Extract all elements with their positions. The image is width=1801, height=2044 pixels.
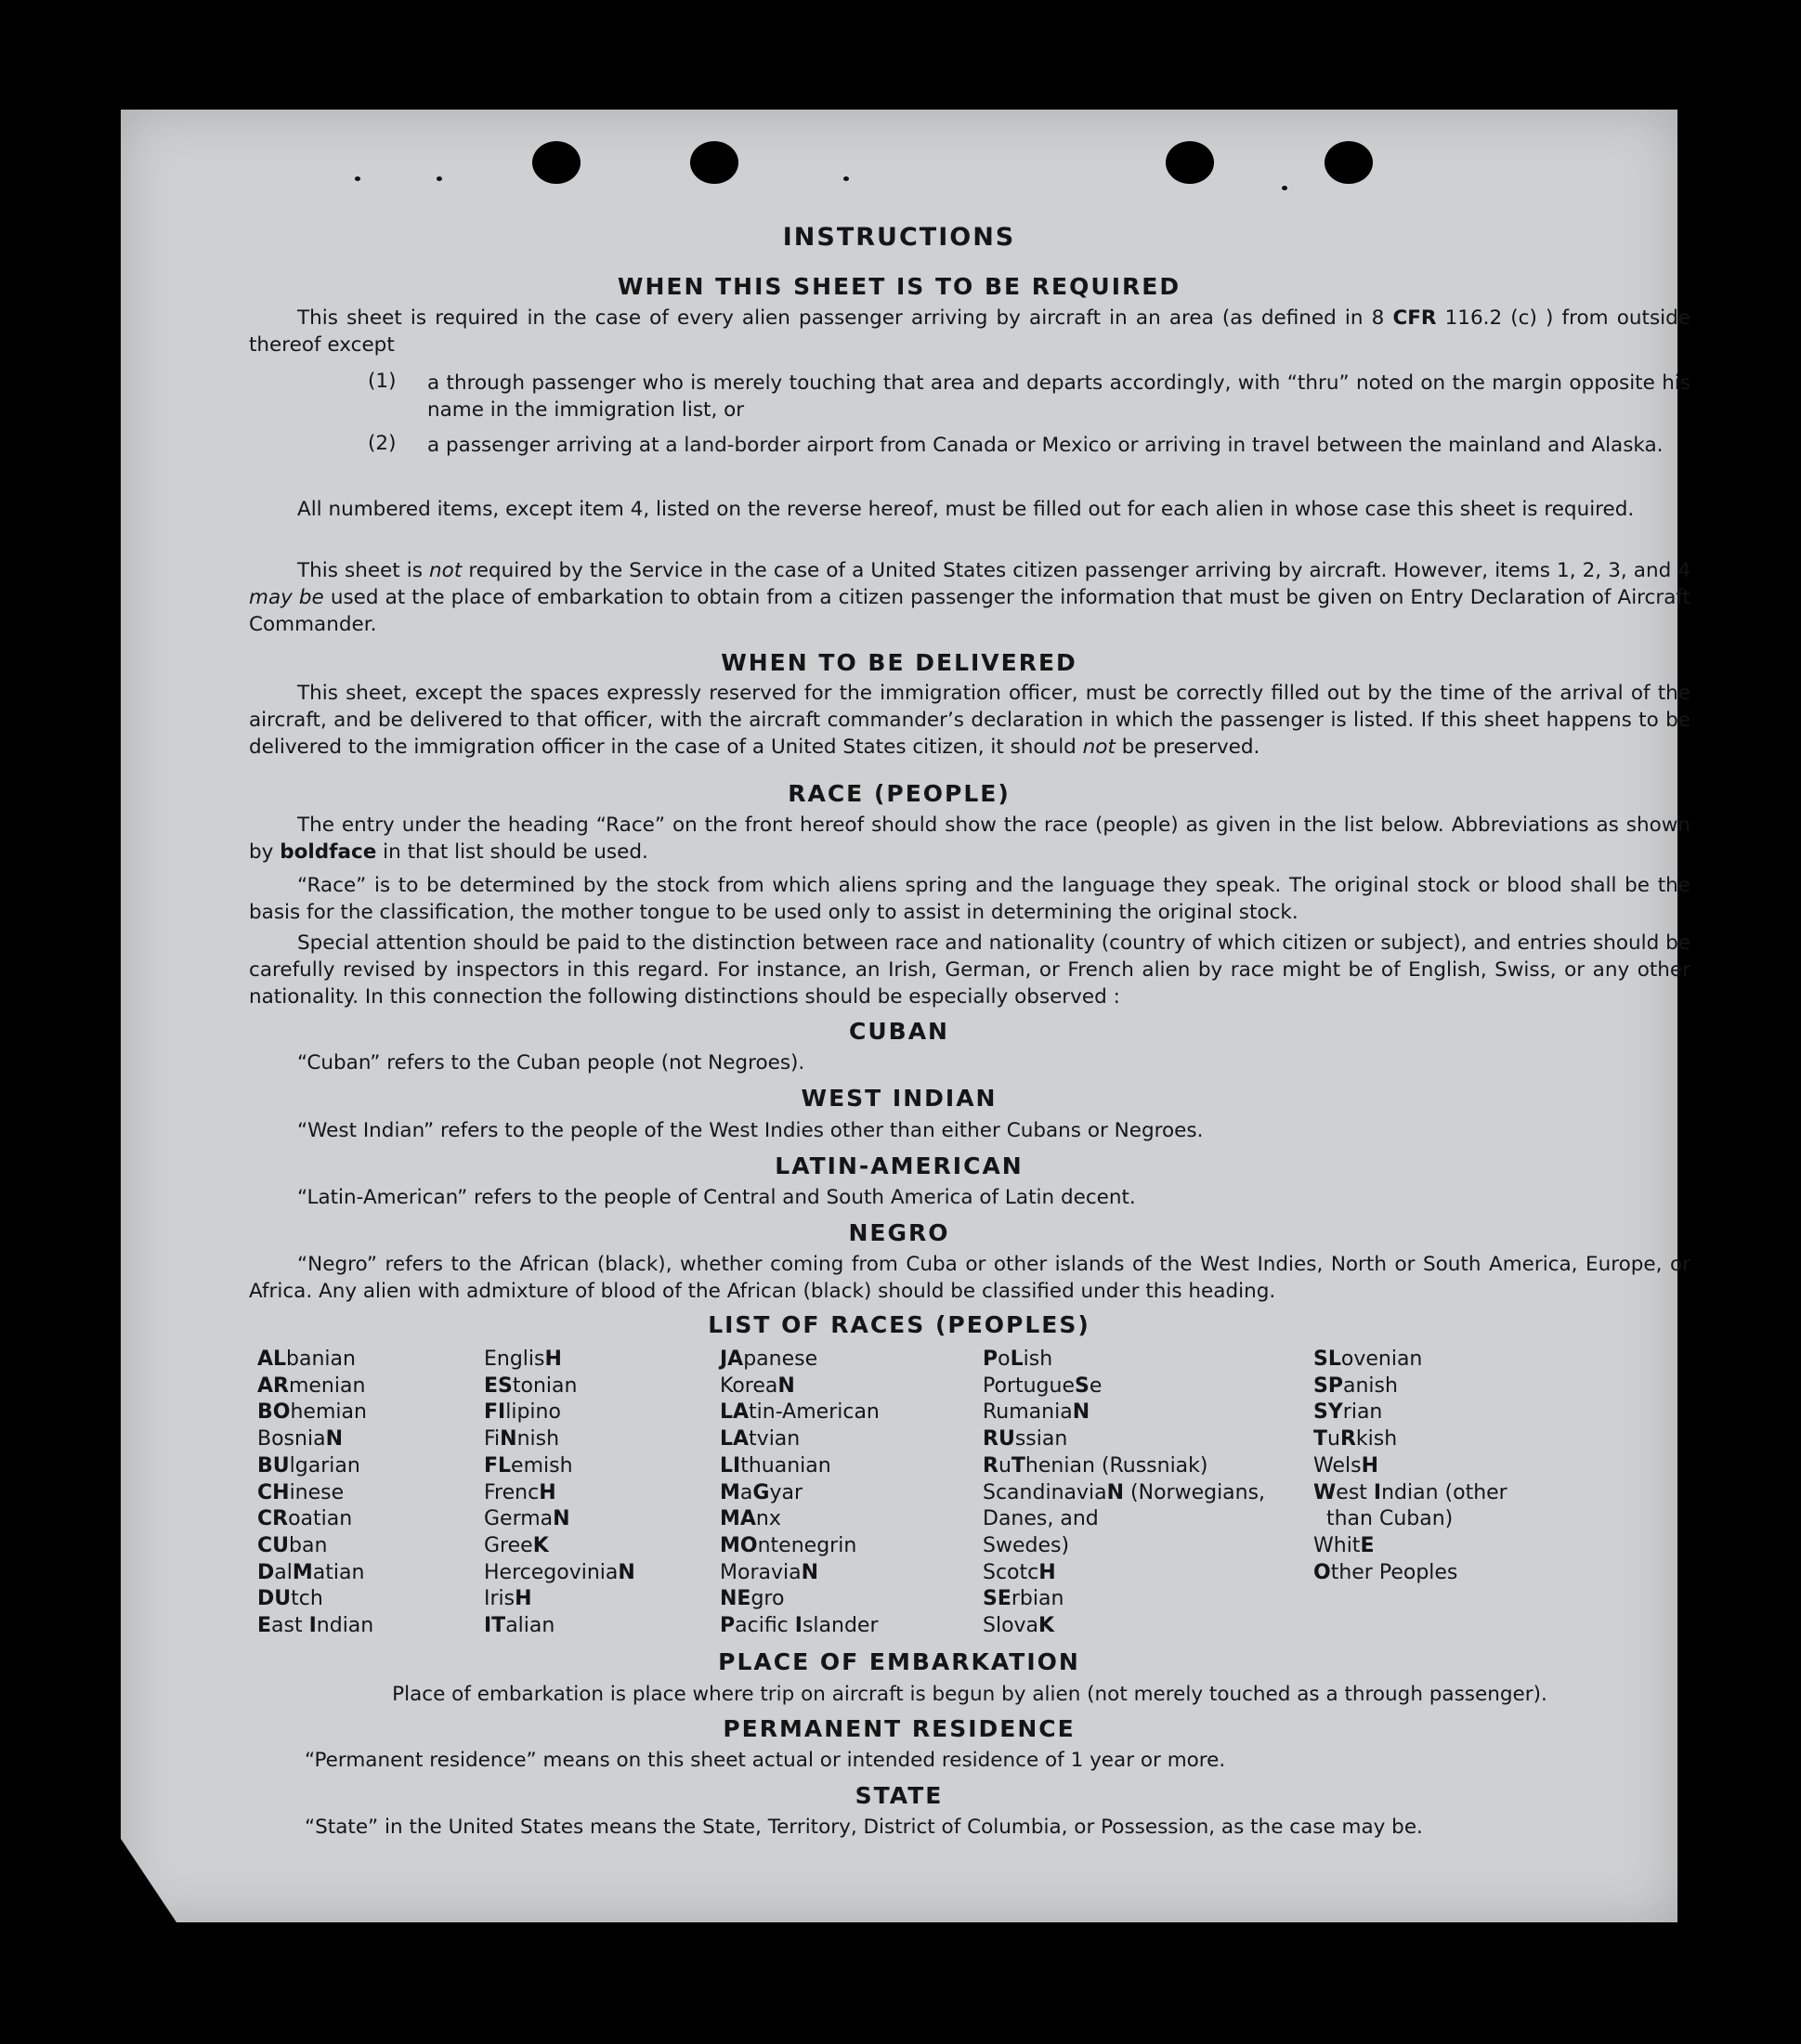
document-sheet [121, 110, 1690, 1922]
race-paragraph-3: Special attention should be paid to the distinction between race and nationality (country of which citizen or subject), and entries should be carefully revised by inspectors in this regard. For instance, an Irish, German, or French alien by race might be of English, Swiss, or any other nationality. In this connection the following distinctions should be especially observed : [249, 931, 1690, 1009]
race-entry: FIlipino [484, 1400, 561, 1425]
race-entry: SYrian [1313, 1400, 1383, 1425]
race-entry: DalMatian [257, 1560, 365, 1584]
page-title: INSTRUCTIONS [782, 223, 1016, 252]
race-paragraph-1: The entry under the heading “Race” on the front hereof should show the race (people) as given in the list below. Abbreviations as shown by boldface in that list should be used. [249, 814, 1690, 864]
race-entry: MOntenegrin [720, 1533, 857, 1557]
delivered-text: This sheet, except the spaces expressly reserved for the immigration officer, must be correctly filled out by the time of the arrival of the aircraft, and be delivered to that officer, with the aircraft commander’s declaration in which the passenger is listed. If this sheet happens to be delivered to the immigration officer in the case of a United States citizen, it should not be preserved. [249, 682, 1690, 759]
race-entry: MoraviaN [720, 1560, 819, 1584]
race-entry: FiNnish [484, 1427, 560, 1452]
race-entry: FLemish [484, 1453, 573, 1478]
race-entry: SlovaK [983, 1614, 1055, 1638]
section-title-negro: NEGRO [848, 1219, 950, 1246]
section-title-latin-american: LATIN-AMERICAN [775, 1152, 1024, 1179]
race-entry: MAnx [720, 1507, 781, 1531]
race-entry: ScandinaviaN (Norwegians, [983, 1480, 1266, 1504]
exception-number: (1) [368, 370, 397, 393]
race-entry: GermaN [484, 1507, 570, 1531]
race-entry: ScotcH [983, 1560, 1056, 1584]
punch-hole [1325, 141, 1373, 184]
race-entry: DUtch [257, 1587, 323, 1611]
exception-1: a through passenger who is merely touching that area and departs accordingly, with “thru” noted on the margin opposite his name in the immigration list, or [427, 371, 1690, 422]
race-entry: ARmenian [257, 1374, 366, 1398]
race-entry: EStonian [484, 1374, 578, 1398]
state-text: “State” in the United States means the State, Territory, District of Columbia, or Possession, as the case may be. [305, 1816, 1423, 1839]
race-entry: CHinese [257, 1480, 345, 1504]
race-entry: EnglisH [484, 1347, 562, 1371]
section-title-west-indian: WEST INDIAN [801, 1085, 998, 1112]
required-intro: This sheet is required in the case of every alien passenger arriving by aircraft in an area (as defined in 8 CFR 116.2 (c) ) from outside thereof except [249, 306, 1690, 357]
numbered-items-note: All numbered items, except item 4, listed on the reverse hereof, must be filled out for each alien in whose case this sheet is required. [297, 498, 1635, 521]
race-entry: East Indian [257, 1614, 374, 1638]
punch-hole [1166, 141, 1214, 184]
race-entry: RuThenian (Russniak) [983, 1453, 1208, 1478]
race-paragraph-2: “Race” is to be determined by the stock from which aliens spring and the language they speak. The original stock or blood shall be the basis for the classification, the mother tongue to be used only to assist in determining the original stock. [249, 874, 1690, 924]
race-entry: FrencH [484, 1480, 556, 1504]
race-entry: KoreaN [720, 1374, 795, 1398]
place-of-embarkation-text: Place of embarkation is place where trip on aircraft is begun by alien (not merely touched as a through passenger). [392, 1683, 1547, 1706]
cuban-text: “Cuban” refers to the Cuban people (not Negroes). [297, 1051, 805, 1074]
race-entry: CUban [257, 1533, 328, 1557]
punch-hole [532, 141, 581, 184]
race-entry: Danes, and [983, 1507, 1099, 1531]
race-entry: SPanish [1313, 1374, 1398, 1398]
races-column-4 [983, 1347, 1265, 1640]
race-entry: NEgro [720, 1587, 785, 1611]
latin-american-text: “Latin-American” refers to the people of Central and South America of Latin decent. [297, 1186, 1136, 1209]
race-entry: Other Peoples [1313, 1560, 1458, 1584]
race-entry: Pacific Islander [720, 1614, 879, 1638]
race-entry: SLovenian [1313, 1347, 1423, 1371]
race-entry: GreeK [484, 1533, 549, 1557]
race-entry: TuRkish [1313, 1427, 1398, 1452]
race-entry: SErbian [983, 1587, 1064, 1611]
race-entry: BUlgarian [257, 1453, 360, 1478]
permanent-residence-text: “Permanent residence” means on this sheet actual or intended residence of 1 year or more. [305, 1749, 1226, 1772]
race-entry: BosniaN [257, 1427, 343, 1452]
section-title-when-delivered: WHEN TO BE DELIVERED [721, 649, 1077, 676]
section-title-place-of-embarkation: PLACE OF EMBARKATION [718, 1648, 1080, 1675]
speck [437, 176, 442, 181]
race-entry: MaGyar [720, 1480, 803, 1504]
section-title-list-of-races: LIST OF RACES (PEOPLES) [708, 1311, 1090, 1338]
section-title-permanent-residence: PERMANENT RESIDENCE [723, 1715, 1076, 1742]
section-title-state: STATE [855, 1782, 944, 1809]
races-column-5 [1313, 1347, 1507, 1586]
negro-text: “Negro” refers to the African (black), whether coming from Cuba or other islands of the West Indies, North or South America, Europe, or Africa. Any alien with admixture of blood of the African (black) should be classified under this heading. [249, 1253, 1690, 1303]
race-entry: West Indian (other [1313, 1480, 1507, 1504]
race-entry: LAtvian [720, 1427, 801, 1452]
race-entry: IrisH [484, 1587, 532, 1611]
race-entry: BOhemian [257, 1400, 367, 1425]
race-entry: WelsH [1313, 1453, 1378, 1478]
race-entry: LIthuanian [720, 1453, 831, 1478]
section-title-cuban: CUBAN [849, 1018, 949, 1045]
race-entry: Swedes) [983, 1533, 1070, 1557]
west-indian-text: “West Indian” refers to the people of the West Indies other than either Cubans or Negroes. [297, 1119, 1204, 1142]
race-entry: ALbanian [257, 1347, 356, 1371]
race-entry: than Cuban) [1313, 1507, 1454, 1531]
exception-2: a passenger arriving at a land-border airport from Canada or Mexico or arriving in travel between the mainland and Alaska. [427, 434, 1664, 457]
punch-hole [690, 141, 738, 184]
exception-number: (2) [368, 432, 397, 455]
race-entry: RUssian [983, 1427, 1068, 1452]
race-entry: PoLish [983, 1347, 1053, 1371]
race-entry: RumaniaN [983, 1400, 1090, 1425]
race-entry: LAtin-American [720, 1400, 880, 1425]
race-entry: ITalian [484, 1614, 555, 1638]
race-entry: JApanese [720, 1347, 818, 1371]
section-title-race: RACE (PEOPLE) [788, 780, 1011, 807]
race-entry: HercegoviniaN [484, 1560, 635, 1584]
folded-corner [121, 1839, 176, 1922]
races-column-3 [720, 1347, 880, 1640]
race-entry: PortugueSe [983, 1374, 1103, 1398]
race-entry: CRoatian [257, 1507, 353, 1531]
race-entry: WhitE [1313, 1533, 1375, 1557]
speck [843, 176, 849, 181]
races-column-2 [484, 1347, 635, 1640]
speck [1282, 186, 1287, 190]
speck [355, 176, 360, 181]
citizen-note: This sheet is not required by the Service in the case of a United States citizen passenger arriving by aircraft. However, items 1, 2, 3, and 4 may be used at the place of embarkation to obtain from a citizen passenger the information that must be given on Entry Declaration of Aircraft Commander. [249, 559, 1690, 636]
races-column-1 [257, 1347, 373, 1640]
section-title-when-required: WHEN THIS SHEET IS TO BE REQUIRED [617, 273, 1181, 300]
